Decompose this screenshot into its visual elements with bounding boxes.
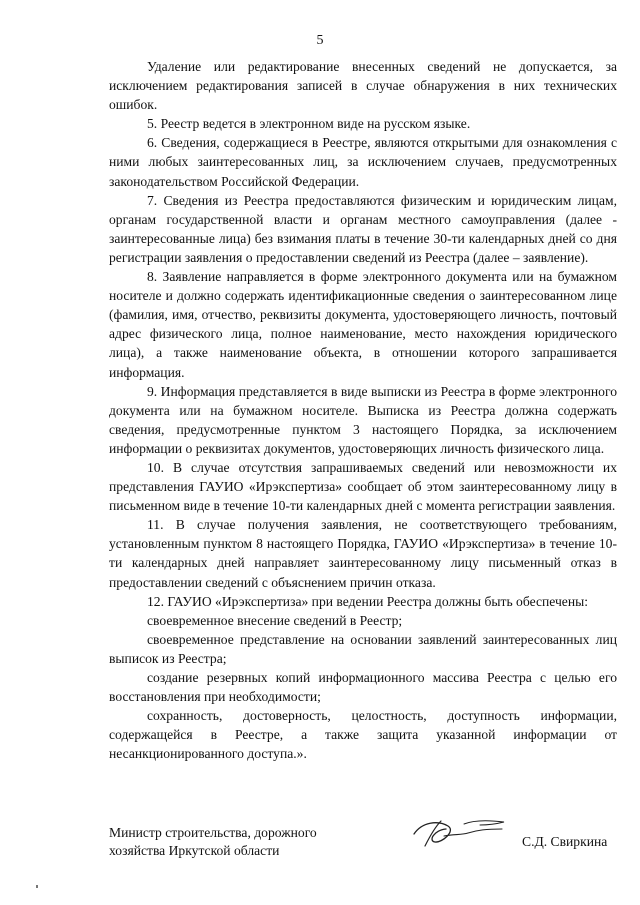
document-body (109, 57, 617, 763)
signatory-position (109, 824, 317, 860)
paragraph-item-11: 11. В случае получения заявления, не соответствующего требованиям, установленным пунктом 8 настоящего Порядка, ГАУИО «Ирэкспертиза» в течение 10-ти календарных дней направляет заинтересованному лицу письменный отказ в предоставлении сведений с объяснением причин отказа. (109, 517, 617, 590)
page-number: 5 (316, 33, 324, 48)
paragraph-duty-1: своевременное внесение сведений в Реестр; (147, 612, 403, 628)
paragraph-item-6: 6. Сведения, содержащиеся в Реестре, являются открытыми для ознакомления с ними любых заинтересованных лиц, за исключением случаев, предусмотренных законодательством Российской Федерации. (109, 135, 617, 189)
paragraph-item-9: 9. Информация представляется в виде выписки из Реестра в форме электронного документа или на бумажном носителе. Выписка из Реестра должна содержать сведения, предусмотренные пунктом 3 настоящего Порядка, за исключением информации о реквизитах документов, удостоверяющих личность физического лица. (109, 383, 617, 456)
paragraph-item-12: 12. ГАУИО «Ирэкспертиза» при ведении Реестра должны быть обеспечены: (147, 593, 589, 609)
paragraph-item-10: 10. В случае отсутствия запрашиваемых сведений или невозможности их представления ГАУИО «Ирэкспертиза» сообщает об этом заинтересованному лицу в письменном виде в течение 10-ти календарных дней с момента регистрации заявления. (109, 459, 617, 514)
signatory-position-line-2: хозяйства Иркутской области (109, 843, 280, 858)
paragraph-duty-2: своевременное представление на основании заявлений заинтересованных лиц выписок из Реестра; (109, 631, 617, 666)
paragraph-item-7: 7. Сведения из Реестра предоставляются физическим и юридическим лицам, органам государственной власти и органам местного самоуправления (далее - заинтересованные лица) без взимания платы в течение 30-ти календарных дней со дня регистрации заявления о предоставлении сведений из Реестра (далее – заявление). (109, 192, 617, 265)
paragraph-item-5: 5. Реестр ведется в электронном виде на русском языке. (147, 116, 471, 132)
paragraph-item-8: 8. Заявление направляется в форме электронного документа или на бумажном носителе и должно содержать идентификационные сведения о заинтересованном лице (фамилия, имя, отчество, реквизиты документа, удостоверяющего личность, почтовый адрес физического лица, полное наименование, место нахождения юридического лица), а также наименование объекта, в отношении которого запрашивается информация. (109, 269, 617, 380)
paragraph-editing-restriction: Удаление или редактирование внесенных сведений не допускается, за исключением редактирования записей в случае обнаружения в них технических ошибок. (109, 59, 617, 113)
margin-dot (36, 885, 38, 888)
signatory-position-line-1: Министр строительства, дорожного (109, 825, 317, 840)
handwritten-signature (408, 812, 518, 862)
signer-name: С.Д. Свиркина (522, 834, 608, 849)
paragraph-duty-4: сохранность, достоверность, целостность, доступность информации, содержащейся в Реестре, а также защита указанной информации от несанкционированного доступа.». (109, 708, 617, 762)
paragraph-duty-3: создание резервных копий информационного массива Реестра с целью его восстановления при необходимости; (109, 670, 617, 705)
